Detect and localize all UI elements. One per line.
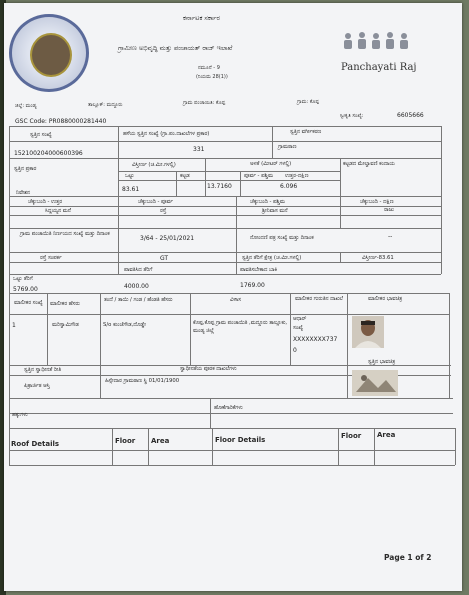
- deed-label: ನೋಂದಣಿ ಪತ್ರ ಸಂಖ್ಯೆ ಮತ್ತು ದಿನಾಂಕ: [250, 235, 314, 241]
- table-line: [240, 171, 241, 196]
- paid-tax-value: 4000.00: [124, 283, 149, 290]
- table-line: [9, 158, 441, 159]
- owner-id-type: ಆಧಾರ್: [293, 316, 307, 322]
- boundary-south-value: ರಾಜು: [384, 207, 394, 213]
- dimensions-label: ಅಳತೆ (ಮೀಟರ್ ಗಳಲ್ಲಿ): [250, 161, 292, 167]
- property-id-value: 152100204000600396: [14, 150, 83, 157]
- boundary-north-value: ಸಿದ್ದಯ್ಯನ ಮನೆ: [45, 208, 71, 214]
- table-line: [9, 228, 441, 229]
- owner-number-value: 1: [12, 322, 16, 329]
- east-west-label: ಪೂರ್ವ - ಪಶ್ಚಿಮ: [244, 173, 273, 179]
- east-west-value: 13.7160: [207, 183, 232, 190]
- boundary-west-label: ಚೆಕ್ಕುಬಂದಿ - ಪಶ್ಚಿಮ: [250, 199, 285, 205]
- table-line: [9, 126, 10, 465]
- acquisition-documents-label: ಸ್ವಾಧೀನತೆಯ ಪೂರಕ ದಾಖಲೆಗಳು: [180, 366, 237, 372]
- floor-label-2: Floor: [341, 432, 362, 440]
- table-line: [100, 293, 101, 398]
- boundary-west-value: ಶ್ರೀನಿವಾಸ ಮನೆ: [262, 208, 288, 214]
- table-line: [176, 171, 177, 196]
- table-line: [118, 126, 119, 274]
- taluk-label: ತಾಲ್ಲೂಕ್: ಮದ್ದೂರು: [88, 102, 123, 108]
- north-south-label: ಉತ್ತರ-ದಕ್ಷಿಣ: [285, 173, 309, 179]
- owner-photo: [352, 316, 384, 348]
- building-tax-label: ಕಟ್ಟಡದ ಮೇಲ್ಚಾವಣಿ ಕಂದಾಯ: [343, 161, 395, 167]
- property-class-label: ಸ್ವತ್ತಿನ ಪ್ರಕಾರ: [14, 166, 37, 172]
- old-property-number-label: ಹಳೆಯ ಸ್ವತ್ತಿನ ಸಂಖ್ಯೆ (ಗ್ರಾ.ಪಂ.ದಾಖಲೆಗಳ ಪ್ರಕಾರ): [123, 131, 210, 137]
- table-line: [9, 252, 441, 253]
- balance-tax-value: 1769.00: [240, 282, 265, 289]
- acknowledgement-label: ಸ್ವೀಕೃತಿ ಸಂಖ್ಯೆ:: [340, 113, 364, 119]
- floor-label: Floor: [115, 437, 136, 445]
- road-connectivity-label: ರಸ್ತೆ ಸಂಪರ್ಕ: [40, 255, 62, 261]
- area-label-2: Area: [377, 431, 396, 439]
- resolution-label: ಗ್ರಾಮ ಪಂಚಾಯಿತಿ ನಿರ್ಣಯದ ಸಂಖ್ಯೆ ಮತ್ತು ದಿನಾಂಕ: [20, 231, 110, 237]
- area-label: Area: [151, 437, 170, 445]
- owner-id-label: ಮಾಲೀಕರ ಗುರುತಿನ ದಾಖಲೆ: [295, 296, 343, 302]
- road-connectivity-value: GT: [160, 255, 169, 262]
- tax-area-label: ಸ್ವತ್ತಿನ ತೆರಿಗೆ ಕ್ಷೇತ್ರ (ಚ.ಮೀ.ಗಳಲ್ಲಿ): [242, 255, 302, 261]
- panchayati-raj-logo-icon: [340, 30, 412, 60]
- table-line: [340, 252, 341, 262]
- table-line: [9, 274, 441, 275]
- table-line: [340, 196, 341, 228]
- total-tax-value: 5769.00: [13, 286, 38, 293]
- table-line: [112, 428, 113, 465]
- relation-value: S/o ಕುಂಚೆಗೌಡ,ದೊಡ್ಡೇ: [103, 322, 146, 328]
- boundary-east-label: ಚೆಕ್ಕುಬಂದಿ - ಪೂರ್ವ: [138, 199, 173, 205]
- owner-photo-label: ಮಾಲೀಕರ ಭಾವಚಿತ್ರ: [368, 296, 403, 302]
- table-line: [210, 398, 211, 428]
- property-image-icon: [352, 370, 398, 396]
- table-line: [9, 428, 455, 429]
- owner-number-label: ಮಾಲೀಕರ ಸಂಖ್ಯೆ: [14, 300, 43, 306]
- liabilities-label: ಹೊಣೆಗಾರಿಕೆಗಳು: [214, 405, 243, 411]
- table-line: [455, 428, 456, 465]
- rule-number: (ನಿಯಮ 28(1)): [196, 74, 228, 80]
- boundary-north-label: ಚೆಕ್ಕುಬಂದಿ - ಉತ್ತರ: [28, 199, 62, 205]
- table-line: [272, 126, 273, 158]
- total-label: ಒಟ್ಟು: [125, 173, 135, 179]
- table-line: [374, 428, 375, 465]
- page-number: Page 1 of 2: [384, 553, 432, 562]
- acknowledgement-number: 6605666: [397, 112, 424, 119]
- owner-id-number-label: ಸಂಖ್ಯೆ: [293, 325, 303, 331]
- table-line: [347, 293, 348, 398]
- paid-tax-label: ಪಾವತಿಸಿದ ತೆರಿಗೆ: [124, 267, 153, 273]
- table-line: [148, 428, 149, 465]
- table-line: [9, 196, 441, 197]
- table-line: [47, 293, 48, 365]
- table-line: [212, 428, 213, 465]
- table-line: [9, 126, 441, 127]
- table-line: [190, 293, 191, 365]
- total-area-value: 83.61: [122, 186, 140, 193]
- property-type-value: ಗ್ರಾಮಠಾಣ: [278, 144, 297, 150]
- table-line: [118, 171, 340, 172]
- table-line: [9, 215, 441, 216]
- resolution-value: 3/64 - 25/01/2021: [140, 235, 195, 242]
- table-line: [338, 428, 339, 465]
- owner-portrait-icon: [352, 316, 384, 348]
- address-label: ವಿಳಾಸ: [230, 297, 241, 303]
- relation-label: ತಂದೆ / ತಾಯಿ / ಗಂಡ / ಹೆಂಡತಿ ಹೆಸರು: [104, 297, 173, 303]
- deed-value: --: [388, 233, 393, 240]
- logo-caption: Panchayati Raj: [341, 62, 417, 73]
- built-label: ಕಟ್ಟಡ: [180, 173, 190, 179]
- village-label: ಗ್ರಾಮ: ಕೊಪ್ಪ: [297, 99, 319, 105]
- property-type-label: ಸ್ವತ್ತಿನ ವರ್ಗೀಕರಣ: [290, 129, 322, 135]
- table-line: [205, 158, 206, 196]
- table-line: [9, 293, 449, 294]
- owner-name-value: ಮರಿಸ್ವಾಮಿಗೌಡ: [52, 322, 79, 328]
- floor-details-label: Floor Details: [215, 436, 266, 444]
- boundary-south-label: ಚೆಕ್ಕುಬಂದಿ - ದಕ್ಷಿಣ: [360, 199, 394, 205]
- balance-tax-label: ಪಾವತಿಸಬೇಕಾದ ಬಾಕಿ: [240, 267, 277, 273]
- tax-area-value: ವಿಸ್ತೀರ್ಣ-83.61: [362, 255, 394, 261]
- table-line: [9, 262, 441, 263]
- table-line: [441, 126, 442, 274]
- acquisition-value: ಪಿತ್ರಾರ್ಜಿತ ಆಸ್ತಿ: [24, 383, 50, 389]
- table-line: [9, 398, 453, 399]
- district-label: ಜಿಲ್ಲೆ: ಮಂಡ್ಯ: [15, 103, 37, 109]
- table-line: [290, 293, 291, 365]
- boundary-east-value: ರಸ್ತೆ: [160, 208, 167, 214]
- property-photo: [352, 370, 398, 396]
- owner-address-value: ಕೊಪ್ಪ,ಕೊಪ್ಪ ಗ್ರಾಮ ಪಂಚಾಯಿತಿ ,ಮದ್ದೂರು ತಾಲ್ಲೂಕು, ಮಂಡ್ಯ ಜಿಲ್ಲೆ: [193, 320, 288, 334]
- area-sqm-label: ವಿಸ್ತೀರ್ಣ (ಚ.ಮೀ.ಗಳಲ್ಲಿ): [132, 162, 176, 168]
- table-line: [449, 293, 450, 398]
- table-line: [9, 450, 455, 451]
- karnataka-seal-icon: [9, 14, 89, 92]
- owner-name-label: ಮಾಲೀಕರ ಹೆಸರು: [50, 301, 80, 307]
- form-number: ನಮೂನೆ - 9: [198, 65, 220, 71]
- property-class-value: ನಿವೇಶನ: [16, 190, 30, 196]
- table-line: [9, 206, 441, 207]
- property-number-label: ಸ್ವತ್ತಿನ ಸಂಖ್ಯೆ: [30, 132, 52, 138]
- gsc-code: GSC Code: PR0880000281440: [15, 118, 107, 125]
- property-photo-label: ಸ್ವತ್ತಿನ ಭಾವಚಿತ್ರ: [368, 359, 396, 365]
- state-government-title: ಕರ್ನಾಟಕ ಸರ್ಕಾರ: [183, 14, 220, 22]
- table-line: [9, 465, 455, 466]
- acquisition-documents-value: ಹಿಸ್ಸೇದಾರ ಗ್ರಾಮಠಾಣ ಸ್ಥಿ 01/01/1900: [105, 378, 180, 384]
- owner-id-number: XXXXXXXX737: [293, 336, 338, 343]
- rights-label: ಹಕ್ಕುಗಳು: [12, 412, 28, 418]
- gram-panchayat-label: ಗ್ರಾಮ ಪಂಚಾಯಿತಿ: ಕೊಪ್ಪ: [183, 100, 226, 106]
- owner-id-suffix: 0: [293, 347, 297, 354]
- old-property-number-value: 331: [193, 146, 205, 153]
- table-line: [9, 413, 453, 414]
- roof-details-label: Roof Details: [11, 440, 60, 448]
- table-line: [236, 196, 237, 274]
- total-tax-label: ಒಟ್ಟು ತೆರಿಗೆ: [13, 276, 33, 282]
- north-south-value: 6.096: [280, 183, 298, 190]
- table-line: [118, 180, 340, 181]
- table-line: [9, 314, 449, 315]
- department-title: ಗ್ರಾಮೀಣ ಅಭಿವೃದ್ಧಿ ಮತ್ತು ಪಂಚಾಯತ್ ರಾಜ್ ಇಲಾಖೆ: [118, 44, 233, 52]
- table-line: [9, 141, 441, 142]
- table-line: [340, 158, 341, 196]
- acquisition-label: ಸ್ವತ್ತಿನ ಸ್ವಾಧೀನತೆ ರೀತಿ: [24, 367, 62, 373]
- seal-emblem-icon: [30, 33, 72, 77]
